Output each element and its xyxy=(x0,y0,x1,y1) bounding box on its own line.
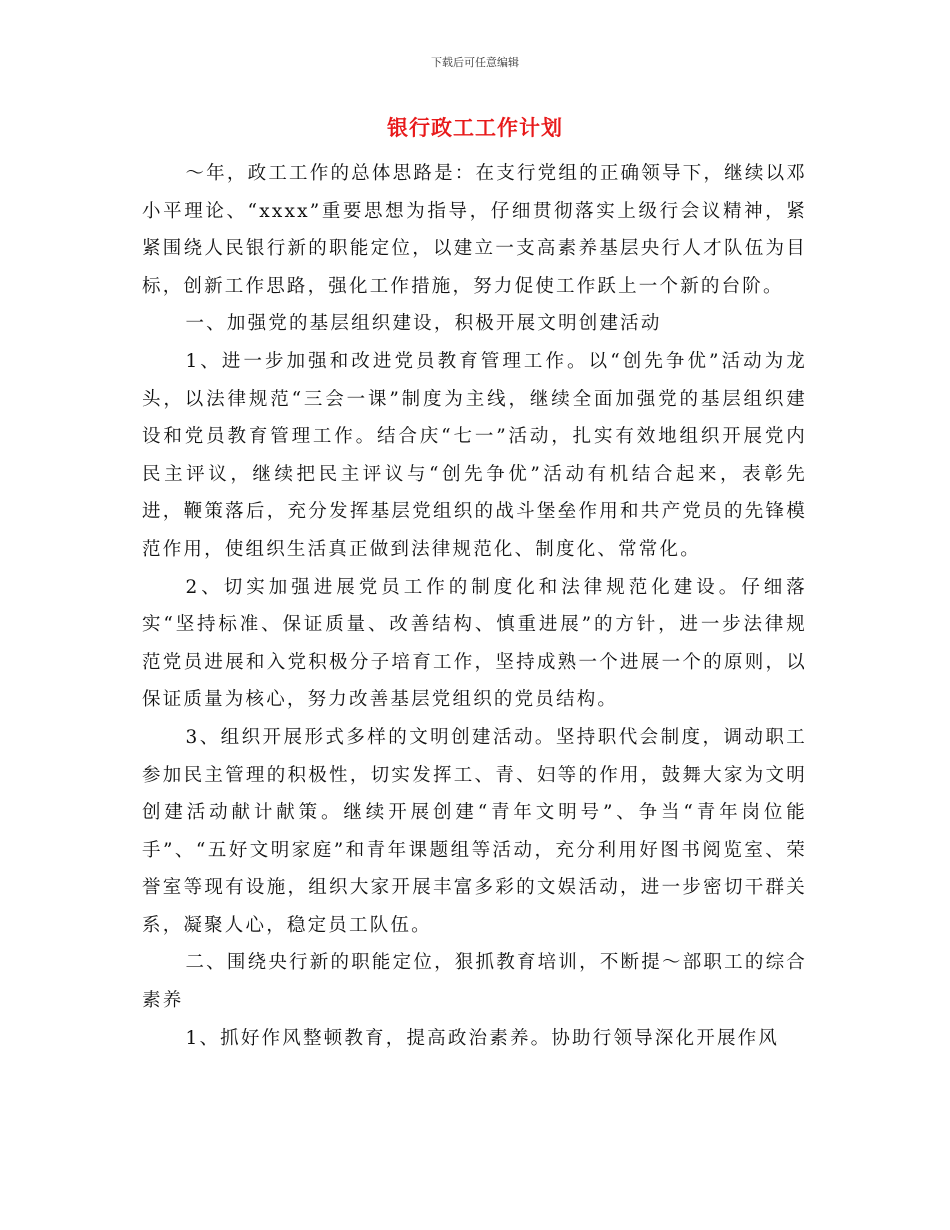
paragraph-intro: ～年，政工工作的总体思路是：在支行党组的正确领导下，继续以邓小平理论、“xxxx”重要思想为指导，仔细贯彻落实上级行会议精神，紧紧围绕人民银行新的职能定位，以建立一支高素养基层央行人才队伍为目标，创新工作思路，强化工作措施，努力促使工作跃上一个新的台阶。 xyxy=(142,163,807,297)
paragraph-2-1: 1、抓好作风整顿教育，提高政治素养。协助行领导深化开展作风 xyxy=(185,1027,780,1049)
document-body xyxy=(142,155,807,1057)
section-heading-2: 二、围绕央行新的职能定位，狠抓教育培训，不断提～部职工的综合素养 xyxy=(142,952,807,1012)
section-heading-1: 一、加强党的基层组织建设，积极开展文明创建活动 xyxy=(185,313,662,335)
paragraph-1-1: 1、进一步加强和改进党员教育管理工作。以“创先争优”活动为龙头，以法律规范“三会一课”制度为主线，继续全面加强党的基层组织建设和党员教育管理工作。结合庆“七一”活动，扎实有效地组织开展党内民主评议，继续把民主评议与“创先争优”活动有机结合起来，表彰先进，鞭策落后，充分发挥基层党组织的战斗堡垒作用和共产党员的先锋模范作用，使组织生活真正做到法律规范化、制度化、常常化。 xyxy=(142,350,807,560)
paragraph-1-3: 3、组织开展形式多样的文明创建活动。坚持职代会制度，调动职工参加民主管理的积极性，切实发挥工、青、妇等的作用，鼓舞大家为文明创建活动献计献策。继续开展创建“青年文明号”、争当“青年岗位能手”、“五好文明家庭”和青年课题组等活动，充分利用好图书阅览室、荣誉室等现有设施，组织大家开展丰富多彩的文娱活动，进一步密切干群关系，凝聚人心，稳定员工队伍。 xyxy=(142,726,807,936)
paragraph-1-2: 2、切实加强进展党员工作的制度化和法律规范化建设。仔细落实“坚持标准、保证质量、改善结构、慎重进展”的方针，进一步法律规范党员进展和入党积极分子培育工作，坚持成熟一个进展一个的原则，以保证质量为核心，努力改善基层党组织的党员结构。 xyxy=(142,576,807,711)
page-header: 下载后可任意编辑 xyxy=(431,56,519,69)
document-title: 银行政工工作计划 xyxy=(387,115,563,140)
